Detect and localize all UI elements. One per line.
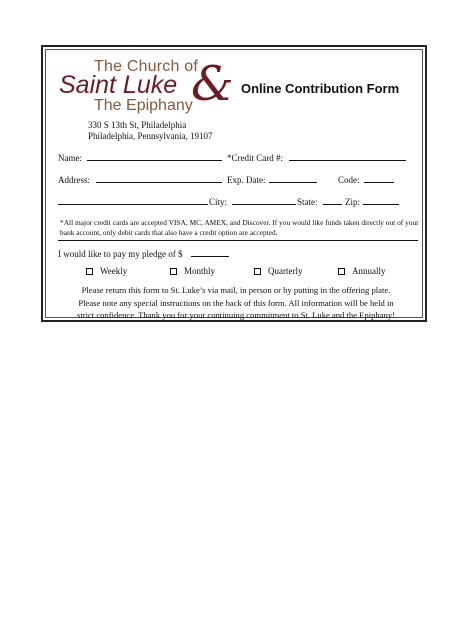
annually-label: Annually bbox=[352, 266, 386, 276]
quarterly-checkbox[interactable] bbox=[254, 268, 261, 275]
city-field[interactable] bbox=[232, 204, 296, 205]
logo-line-the-church-of: The Church of bbox=[94, 58, 198, 75]
option-weekly[interactable] bbox=[86, 266, 127, 276]
city-label: City: bbox=[209, 197, 228, 207]
code-label: Code: bbox=[338, 175, 360, 185]
option-monthly[interactable] bbox=[170, 266, 215, 276]
address-field[interactable] bbox=[96, 182, 222, 183]
quarterly-label: Quarterly bbox=[268, 266, 303, 276]
code-field[interactable] bbox=[364, 182, 394, 183]
exp-date-label: Exp. Date: bbox=[227, 175, 266, 185]
option-annually[interactable] bbox=[338, 266, 386, 276]
footer-line-2: Please note any special instructions on the back of this form. All information will be held in bbox=[78, 297, 394, 308]
logo-line-saint-luke: Saint Luke bbox=[59, 71, 178, 99]
option-quarterly[interactable] bbox=[254, 266, 302, 276]
footer-instructions bbox=[54, 284, 418, 322]
logo-line-the-epiphany: The Epiphany bbox=[94, 97, 193, 114]
name-label: Name: bbox=[58, 153, 82, 163]
footer-line-1: Please return this form to St. Luke’s via mail, in person or by putting in the offering plate. bbox=[81, 285, 391, 295]
address-city: Philadelphia, Pennsylvania, 19107 bbox=[88, 131, 213, 141]
zip-field[interactable] bbox=[363, 204, 399, 205]
state-label: State: bbox=[297, 197, 318, 207]
card-inner-border bbox=[45, 49, 423, 318]
credit-card-note: *All major credit cards are accepted VISA, MC, AMEX, and Discover. If you would like funds taken directly out of your bank account, only debit cards that also have a credit option are accepted. bbox=[60, 218, 419, 237]
address-street: 330 S 13th St, Philadelphia bbox=[88, 120, 187, 130]
exp-date-field[interactable] bbox=[269, 182, 317, 183]
state-field[interactable] bbox=[323, 204, 342, 205]
address-label: Address: bbox=[58, 175, 90, 185]
monthly-label: Monthly bbox=[184, 266, 216, 276]
address-line-2-field[interactable] bbox=[58, 204, 208, 205]
weekly-checkbox[interactable] bbox=[86, 268, 93, 275]
form-title: Online Contribution Form bbox=[241, 81, 400, 96]
credit-card-label: *Credit Card #: bbox=[227, 153, 283, 163]
zip-label: Zip: bbox=[345, 197, 360, 207]
pledge-label: I would like to pay my pledge of $ bbox=[58, 249, 183, 259]
monthly-checkbox[interactable] bbox=[170, 268, 177, 275]
section-divider bbox=[58, 240, 418, 241]
logo-ampersand: & bbox=[191, 56, 234, 112]
credit-card-field[interactable] bbox=[289, 160, 406, 161]
contribution-form-card bbox=[41, 45, 427, 322]
pledge-amount-field[interactable] bbox=[191, 256, 229, 257]
footer-line-3: strict confidence. Thank you for your continuing commitment to St. Luke and the Epiphany! bbox=[77, 310, 395, 320]
name-field[interactable] bbox=[87, 160, 222, 161]
weekly-label: Weekly bbox=[100, 266, 128, 276]
annually-checkbox[interactable] bbox=[338, 268, 345, 275]
